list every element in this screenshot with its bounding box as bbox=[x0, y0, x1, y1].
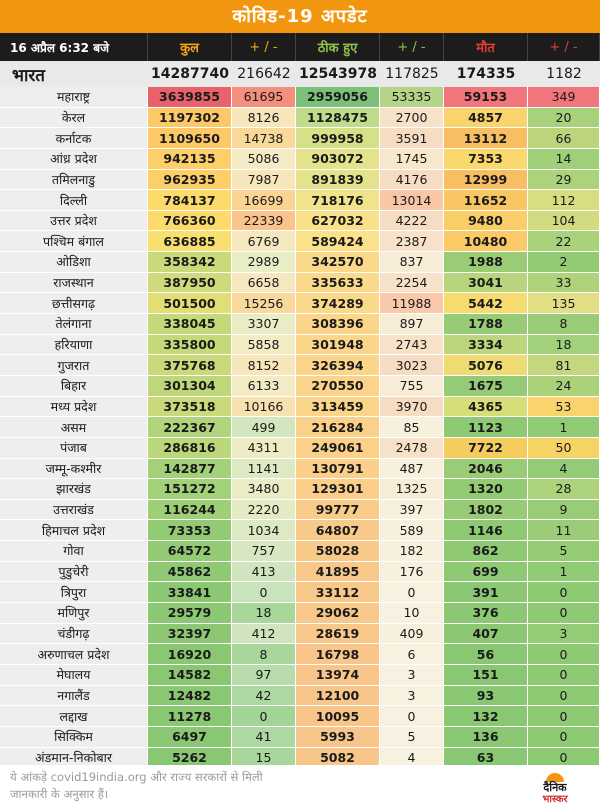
state-deaths-change: 112 bbox=[528, 190, 600, 210]
state-deaths: 1788 bbox=[444, 314, 528, 334]
state-total: 373518 bbox=[148, 397, 232, 417]
state-recovered-change: 11988 bbox=[380, 293, 444, 313]
state-deaths: 1123 bbox=[444, 417, 528, 437]
state-deaths-change: 349 bbox=[528, 87, 600, 107]
state-name: त्रिपुरा bbox=[0, 582, 148, 602]
state-recovered: 342570 bbox=[296, 252, 380, 272]
state-recovered-change: 2743 bbox=[380, 335, 444, 355]
state-recovered-change: 53335 bbox=[380, 87, 444, 107]
state-deaths-change: 0 bbox=[528, 582, 600, 602]
state-recovered-change: 897 bbox=[380, 314, 444, 334]
state-recovered: 28619 bbox=[296, 624, 380, 644]
state-deaths-change: 11 bbox=[528, 520, 600, 540]
state-total-change: 15 bbox=[232, 748, 296, 768]
state-deaths: 12999 bbox=[444, 170, 528, 190]
state-recovered-change: 3591 bbox=[380, 128, 444, 148]
table-row bbox=[0, 87, 600, 108]
state-recovered-change: 182 bbox=[380, 541, 444, 561]
state-name: लद्दाख bbox=[0, 706, 148, 726]
state-deaths-change: 28 bbox=[528, 479, 600, 499]
state-name: तेलंगाना bbox=[0, 314, 148, 334]
state-recovered: 10095 bbox=[296, 706, 380, 726]
state-name: महाराष्ट्र bbox=[0, 87, 148, 107]
state-total-change: 15256 bbox=[232, 293, 296, 313]
state-recovered-change: 3023 bbox=[380, 355, 444, 375]
page-title: कोविड-19 अपडेट bbox=[0, 0, 600, 33]
header-date: 16 अप्रैल 6:32 बजे bbox=[0, 33, 148, 61]
state-deaths: 1320 bbox=[444, 479, 528, 499]
table-row bbox=[0, 665, 600, 686]
state-total-change: 22339 bbox=[232, 211, 296, 231]
state-rows bbox=[0, 87, 600, 768]
state-total: 375768 bbox=[148, 355, 232, 375]
state-name: गुजरात bbox=[0, 355, 148, 375]
state-name: उत्तर प्रदेश bbox=[0, 211, 148, 231]
state-deaths-change: 2 bbox=[528, 252, 600, 272]
state-recovered: 301948 bbox=[296, 335, 380, 355]
state-recovered: 16798 bbox=[296, 644, 380, 664]
state-recovered-change: 0 bbox=[380, 582, 444, 602]
state-deaths-change: 22 bbox=[528, 231, 600, 251]
state-recovered-change: 2700 bbox=[380, 108, 444, 128]
table-row bbox=[0, 686, 600, 707]
state-deaths: 4857 bbox=[444, 108, 528, 128]
state-recovered: 335633 bbox=[296, 273, 380, 293]
state-total: 64572 bbox=[148, 541, 232, 561]
state-recovered-change: 755 bbox=[380, 376, 444, 396]
state-total: 636885 bbox=[148, 231, 232, 251]
state-total-change: 10166 bbox=[232, 397, 296, 417]
table-row bbox=[0, 314, 600, 335]
state-deaths: 3334 bbox=[444, 335, 528, 355]
state-total: 1109650 bbox=[148, 128, 232, 148]
state-recovered-change: 4 bbox=[380, 748, 444, 768]
state-recovered: 29062 bbox=[296, 603, 380, 623]
india-total-row bbox=[0, 61, 600, 87]
state-total: 5262 bbox=[148, 748, 232, 768]
state-deaths: 13112 bbox=[444, 128, 528, 148]
state-deaths-change: 50 bbox=[528, 438, 600, 458]
state-deaths: 56 bbox=[444, 644, 528, 664]
state-deaths: 407 bbox=[444, 624, 528, 644]
state-total: 151272 bbox=[148, 479, 232, 499]
state-recovered: 216284 bbox=[296, 417, 380, 437]
state-deaths-change: 4 bbox=[528, 459, 600, 479]
state-deaths-change: 135 bbox=[528, 293, 600, 313]
state-total-change: 7987 bbox=[232, 170, 296, 190]
state-total-change: 3307 bbox=[232, 314, 296, 334]
table-row bbox=[0, 459, 600, 480]
state-recovered: 326394 bbox=[296, 355, 380, 375]
table-row bbox=[0, 128, 600, 149]
table-row bbox=[0, 520, 600, 541]
state-recovered: 1128475 bbox=[296, 108, 380, 128]
state-recovered: 5993 bbox=[296, 727, 380, 747]
state-deaths: 862 bbox=[444, 541, 528, 561]
state-recovered: 589424 bbox=[296, 231, 380, 251]
state-recovered: 313459 bbox=[296, 397, 380, 417]
state-total-change: 1141 bbox=[232, 459, 296, 479]
state-deaths-change: 8 bbox=[528, 314, 600, 334]
state-total: 301304 bbox=[148, 376, 232, 396]
state-name: छत्तीसगढ़ bbox=[0, 293, 148, 313]
state-name: अरुणाचल प्रदेश bbox=[0, 644, 148, 664]
state-total-change: 0 bbox=[232, 706, 296, 726]
india-recovered-change: 117825 bbox=[385, 66, 439, 82]
state-total: 32397 bbox=[148, 624, 232, 644]
state-total-change: 3480 bbox=[232, 479, 296, 499]
state-deaths-change: 53 bbox=[528, 397, 600, 417]
state-name: नगालैंड bbox=[0, 686, 148, 706]
logo-line2: भास्कर bbox=[542, 794, 568, 805]
state-name: मध्य प्रदेश bbox=[0, 397, 148, 417]
state-total: 6497 bbox=[148, 727, 232, 747]
state-name: केरल bbox=[0, 108, 148, 128]
state-recovered: 903072 bbox=[296, 149, 380, 169]
table-row bbox=[0, 355, 600, 376]
header-deaths-change: + / - bbox=[528, 33, 600, 61]
state-recovered: 99777 bbox=[296, 500, 380, 520]
state-recovered-change: 5 bbox=[380, 727, 444, 747]
state-total: 335800 bbox=[148, 335, 232, 355]
state-total: 338045 bbox=[148, 314, 232, 334]
state-deaths: 151 bbox=[444, 665, 528, 685]
state-total-change: 0 bbox=[232, 582, 296, 602]
footer bbox=[0, 765, 600, 812]
state-deaths: 3041 bbox=[444, 273, 528, 293]
state-total: 942135 bbox=[148, 149, 232, 169]
state-name: चंडीगढ़ bbox=[0, 624, 148, 644]
state-deaths: 1146 bbox=[444, 520, 528, 540]
state-total: 33841 bbox=[148, 582, 232, 602]
state-total-change: 757 bbox=[232, 541, 296, 561]
table-row bbox=[0, 624, 600, 645]
state-recovered: 2959056 bbox=[296, 87, 380, 107]
state-deaths-change: 20 bbox=[528, 108, 600, 128]
table-row bbox=[0, 149, 600, 170]
state-total-change: 14738 bbox=[232, 128, 296, 148]
state-deaths: 4365 bbox=[444, 397, 528, 417]
india-name: भारत bbox=[12, 65, 45, 86]
state-total: 286816 bbox=[148, 438, 232, 458]
dainik-bhaskar-logo bbox=[524, 773, 586, 805]
state-total: 16920 bbox=[148, 644, 232, 664]
state-total: 11278 bbox=[148, 706, 232, 726]
state-deaths: 2046 bbox=[444, 459, 528, 479]
state-deaths-change: 33 bbox=[528, 273, 600, 293]
state-deaths: 132 bbox=[444, 706, 528, 726]
state-recovered-change: 2478 bbox=[380, 438, 444, 458]
state-recovered-change: 4222 bbox=[380, 211, 444, 231]
state-name: मणिपुर bbox=[0, 603, 148, 623]
state-recovered-change: 2387 bbox=[380, 231, 444, 251]
state-recovered: 130791 bbox=[296, 459, 380, 479]
india-deaths: 174335 bbox=[456, 66, 516, 82]
table-row bbox=[0, 170, 600, 191]
state-deaths: 11652 bbox=[444, 190, 528, 210]
table-header bbox=[0, 33, 600, 61]
state-total: 142877 bbox=[148, 459, 232, 479]
state-name: झारखंड bbox=[0, 479, 148, 499]
state-recovered-change: 176 bbox=[380, 562, 444, 582]
state-recovered-change: 13014 bbox=[380, 190, 444, 210]
state-total-change: 2220 bbox=[232, 500, 296, 520]
state-total: 387950 bbox=[148, 273, 232, 293]
state-name: राजस्थान bbox=[0, 273, 148, 293]
state-total-change: 4311 bbox=[232, 438, 296, 458]
state-total: 45862 bbox=[148, 562, 232, 582]
state-deaths: 63 bbox=[444, 748, 528, 768]
state-total: 3639855 bbox=[148, 87, 232, 107]
state-total-change: 97 bbox=[232, 665, 296, 685]
state-recovered-change: 3970 bbox=[380, 397, 444, 417]
state-deaths: 699 bbox=[444, 562, 528, 582]
state-name: उत्तराखंड bbox=[0, 500, 148, 520]
table-row bbox=[0, 273, 600, 294]
state-total: 358342 bbox=[148, 252, 232, 272]
state-total-change: 1034 bbox=[232, 520, 296, 540]
state-deaths-change: 0 bbox=[528, 603, 600, 623]
state-recovered-change: 589 bbox=[380, 520, 444, 540]
state-recovered-change: 10 bbox=[380, 603, 444, 623]
state-deaths-change: 0 bbox=[528, 665, 600, 685]
state-deaths: 7353 bbox=[444, 149, 528, 169]
table-row bbox=[0, 211, 600, 232]
state-total-change: 61695 bbox=[232, 87, 296, 107]
header-total: कुल bbox=[148, 33, 232, 61]
state-deaths-change: 24 bbox=[528, 376, 600, 396]
state-deaths-change: 0 bbox=[528, 706, 600, 726]
state-name: पुडुचेरी bbox=[0, 562, 148, 582]
state-deaths: 376 bbox=[444, 603, 528, 623]
state-name: दिल्ली bbox=[0, 190, 148, 210]
state-name: हिमाचल प्रदेश bbox=[0, 520, 148, 540]
table-row bbox=[0, 500, 600, 521]
state-recovered-change: 487 bbox=[380, 459, 444, 479]
table-row bbox=[0, 706, 600, 727]
state-deaths-change: 0 bbox=[528, 686, 600, 706]
state-recovered-change: 837 bbox=[380, 252, 444, 272]
state-deaths: 5442 bbox=[444, 293, 528, 313]
table-row bbox=[0, 438, 600, 459]
state-total-change: 2989 bbox=[232, 252, 296, 272]
table-row bbox=[0, 252, 600, 273]
state-name: मेघालय bbox=[0, 665, 148, 685]
state-recovered-change: 3 bbox=[380, 665, 444, 685]
state-deaths-change: 81 bbox=[528, 355, 600, 375]
state-recovered-change: 4176 bbox=[380, 170, 444, 190]
state-name: पंजाब bbox=[0, 438, 148, 458]
state-deaths-change: 1 bbox=[528, 562, 600, 582]
state-recovered: 64807 bbox=[296, 520, 380, 540]
state-recovered: 249061 bbox=[296, 438, 380, 458]
state-total-change: 18 bbox=[232, 603, 296, 623]
state-total-change: 5086 bbox=[232, 149, 296, 169]
state-total-change: 8152 bbox=[232, 355, 296, 375]
state-total: 73353 bbox=[148, 520, 232, 540]
india-total: 14287740 bbox=[151, 66, 229, 82]
state-total-change: 6658 bbox=[232, 273, 296, 293]
state-name: ओडिशा bbox=[0, 252, 148, 272]
state-name: गोवा bbox=[0, 541, 148, 561]
state-deaths: 7722 bbox=[444, 438, 528, 458]
state-deaths: 5076 bbox=[444, 355, 528, 375]
state-deaths-change: 1 bbox=[528, 417, 600, 437]
state-total: 501500 bbox=[148, 293, 232, 313]
state-deaths-change: 66 bbox=[528, 128, 600, 148]
table-row bbox=[0, 335, 600, 356]
header-recovered-change: + / - bbox=[380, 33, 444, 61]
state-name: बिहार bbox=[0, 376, 148, 396]
state-recovered: 12100 bbox=[296, 686, 380, 706]
state-recovered: 13974 bbox=[296, 665, 380, 685]
state-recovered-change: 409 bbox=[380, 624, 444, 644]
state-total-change: 8126 bbox=[232, 108, 296, 128]
state-total: 29579 bbox=[148, 603, 232, 623]
state-recovered: 374289 bbox=[296, 293, 380, 313]
state-deaths-change: 5 bbox=[528, 541, 600, 561]
state-deaths: 59153 bbox=[444, 87, 528, 107]
state-total: 116244 bbox=[148, 500, 232, 520]
state-deaths-change: 9 bbox=[528, 500, 600, 520]
table-row bbox=[0, 190, 600, 211]
state-recovered-change: 1325 bbox=[380, 479, 444, 499]
state-total-change: 8 bbox=[232, 644, 296, 664]
header-total-change: + / - bbox=[232, 33, 296, 61]
state-recovered: 41895 bbox=[296, 562, 380, 582]
state-recovered: 999958 bbox=[296, 128, 380, 148]
state-recovered-change: 0 bbox=[380, 706, 444, 726]
table-row bbox=[0, 293, 600, 314]
table-row bbox=[0, 727, 600, 748]
header-deaths: मौत bbox=[444, 33, 528, 61]
state-recovered: 718176 bbox=[296, 190, 380, 210]
state-total: 784137 bbox=[148, 190, 232, 210]
table-row bbox=[0, 417, 600, 438]
state-total-change: 6769 bbox=[232, 231, 296, 251]
state-deaths-change: 3 bbox=[528, 624, 600, 644]
state-total: 1197302 bbox=[148, 108, 232, 128]
state-recovered-change: 6 bbox=[380, 644, 444, 664]
table-row bbox=[0, 603, 600, 624]
state-name: सिक्किम bbox=[0, 727, 148, 747]
state-name: हरियाणा bbox=[0, 335, 148, 355]
state-deaths-change: 0 bbox=[528, 748, 600, 768]
header-recovered: ठीक हुए bbox=[296, 33, 380, 61]
state-name: जम्मू-कश्मीर bbox=[0, 459, 148, 479]
state-deaths: 391 bbox=[444, 582, 528, 602]
source-note: ये आंकड़े covid19india.org और राज्य सरकारों से मिली जानकारी के अनुसार हैं। bbox=[10, 770, 263, 801]
state-deaths: 10480 bbox=[444, 231, 528, 251]
state-deaths: 136 bbox=[444, 727, 528, 747]
state-deaths: 1675 bbox=[444, 376, 528, 396]
state-total-change: 499 bbox=[232, 417, 296, 437]
state-recovered-change: 1745 bbox=[380, 149, 444, 169]
table-row bbox=[0, 376, 600, 397]
state-total-change: 6133 bbox=[232, 376, 296, 396]
state-deaths: 9480 bbox=[444, 211, 528, 231]
state-total: 766360 bbox=[148, 211, 232, 231]
table-row bbox=[0, 562, 600, 583]
state-total: 962935 bbox=[148, 170, 232, 190]
state-name: तमिलनाडु bbox=[0, 170, 148, 190]
state-deaths-change: 29 bbox=[528, 170, 600, 190]
table-row bbox=[0, 582, 600, 603]
state-deaths-change: 14 bbox=[528, 149, 600, 169]
state-deaths-change: 104 bbox=[528, 211, 600, 231]
state-name: पश्चिम बंगाल bbox=[0, 231, 148, 251]
state-total-change: 16699 bbox=[232, 190, 296, 210]
table-row bbox=[0, 541, 600, 562]
state-total-change: 42 bbox=[232, 686, 296, 706]
state-recovered: 58028 bbox=[296, 541, 380, 561]
state-recovered: 891839 bbox=[296, 170, 380, 190]
india-deaths-change: 1182 bbox=[546, 66, 582, 82]
state-name: कर्नाटक bbox=[0, 128, 148, 148]
state-name: आंध्र प्रदेश bbox=[0, 149, 148, 169]
state-deaths: 1988 bbox=[444, 252, 528, 272]
table-row bbox=[0, 479, 600, 500]
state-deaths: 93 bbox=[444, 686, 528, 706]
state-deaths-change: 0 bbox=[528, 644, 600, 664]
state-total: 14582 bbox=[148, 665, 232, 685]
state-deaths-change: 18 bbox=[528, 335, 600, 355]
state-deaths-change: 0 bbox=[528, 727, 600, 747]
logo-line1: दैनिक bbox=[543, 781, 567, 794]
state-recovered-change: 2254 bbox=[380, 273, 444, 293]
state-name: असम bbox=[0, 417, 148, 437]
state-recovered: 627032 bbox=[296, 211, 380, 231]
india-recovered: 12543978 bbox=[299, 66, 377, 82]
table-row bbox=[0, 644, 600, 665]
state-recovered: 308396 bbox=[296, 314, 380, 334]
state-recovered: 129301 bbox=[296, 479, 380, 499]
table-row bbox=[0, 108, 600, 129]
state-recovered: 5082 bbox=[296, 748, 380, 768]
state-deaths: 1802 bbox=[444, 500, 528, 520]
state-total: 12482 bbox=[148, 686, 232, 706]
table-row bbox=[0, 231, 600, 252]
state-total-change: 413 bbox=[232, 562, 296, 582]
state-recovered: 33112 bbox=[296, 582, 380, 602]
state-recovered-change: 3 bbox=[380, 686, 444, 706]
state-name: अंडमान-निकोबार bbox=[0, 748, 148, 768]
state-total: 222367 bbox=[148, 417, 232, 437]
india-total-change: 216642 bbox=[237, 66, 291, 82]
state-total-change: 412 bbox=[232, 624, 296, 644]
table-row bbox=[0, 397, 600, 418]
state-recovered: 270550 bbox=[296, 376, 380, 396]
state-total-change: 41 bbox=[232, 727, 296, 747]
state-total-change: 5858 bbox=[232, 335, 296, 355]
state-recovered-change: 85 bbox=[380, 417, 444, 437]
state-recovered-change: 397 bbox=[380, 500, 444, 520]
